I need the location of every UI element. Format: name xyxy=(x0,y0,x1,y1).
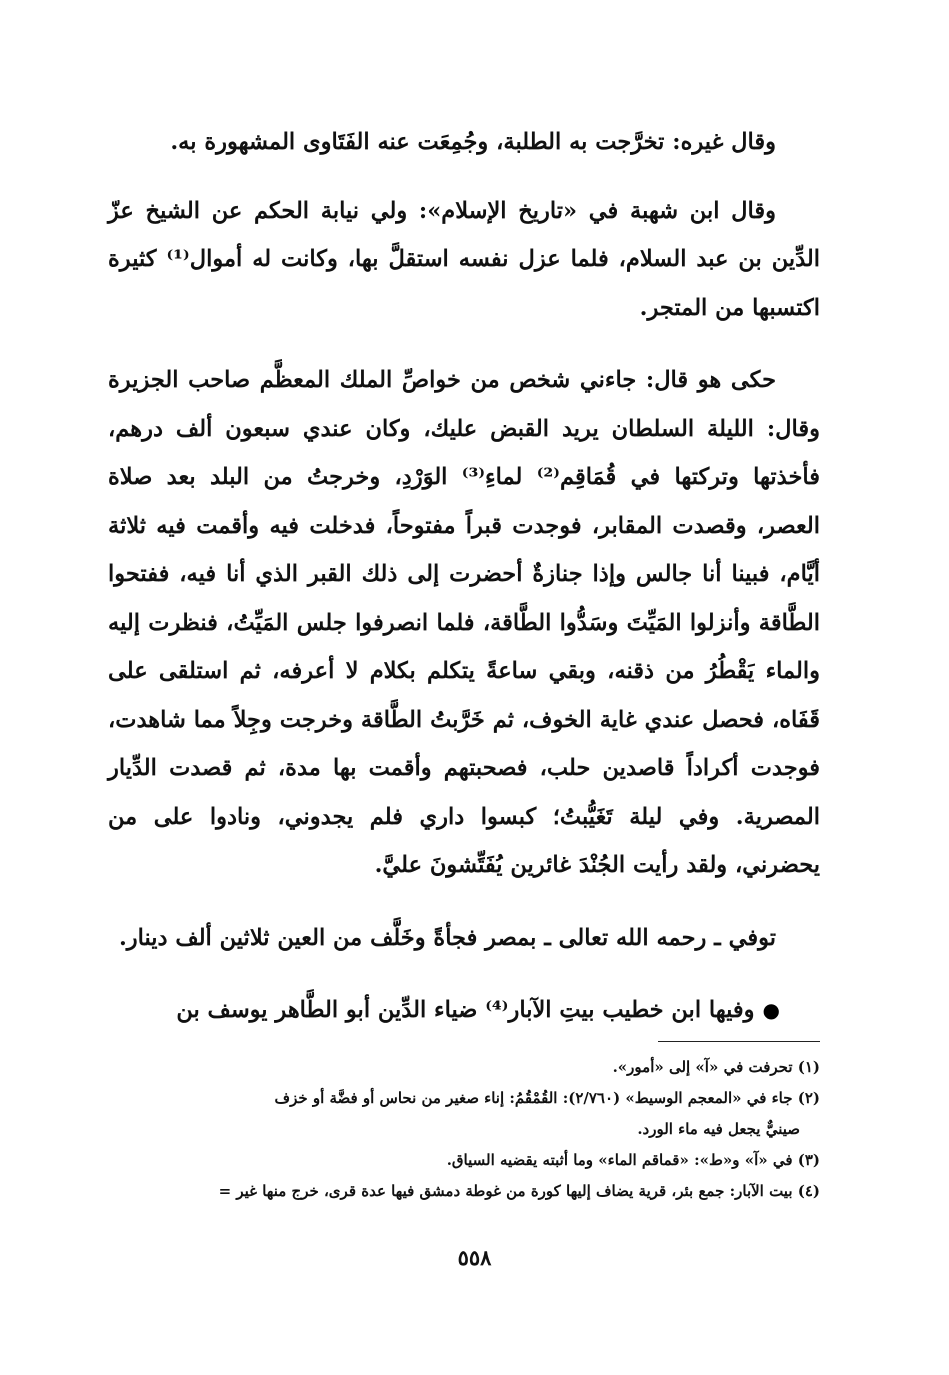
bullet-icon: ● xyxy=(762,998,780,1022)
paragraph-1: وقال غيره: تخرَّجت به الطلبة، وجُمِعَت عنه الفَتَاوى المشهورة به. xyxy=(170,129,776,155)
footnote-1: (١) تحرفت في «آ» إلى «أمور». xyxy=(612,1058,820,1076)
footnote-2: (٢) جاء في «المعجم الوسيط» (٢/٧٦٠): القُمْقُمُ: إناء صغير من نحاس أو فضَّة أو خزف xyxy=(274,1089,820,1107)
paragraph-4: توفي ـ رحمه الله تعالى ـ بمصر فجأةً وخَلَّف من العين ثلاثين ألف دينار. xyxy=(118,924,776,951)
footnote-2-continuation: صينيٌّ يجعل فيه ماء الورد. xyxy=(637,1120,800,1138)
footnotes xyxy=(108,1052,820,1207)
footnote-4: (٤) بيت الآبار: جمع بئر، قرية يضاف إليها كورة من غوطة دمشق فيها عدة قرى، خرج منها غير = xyxy=(218,1182,820,1200)
bullet-paragraph-text: وفيها ابن خطيب بيتِ الآبار⁽⁴⁾ ضياء الدِّين أبو الطَّاهر يوسف بن xyxy=(176,997,755,1023)
footnote-3: (٣) في «آ» و«ط»: «قماقم الماء» وما أثبته يقضيه السياق. xyxy=(446,1151,820,1169)
paragraph-2: وقال ابن شهبة في «تاريخ الإسلام»: ولي نيابة الحكم عن الشيخ عزّ الدِّين بن عبد السلام، فلما عزل نفسه استقلَّ بها، وكانت له أموال⁽¹⁾ كثيرة اكتسبها من المتجر. xyxy=(108,197,821,321)
bullet-paragraph xyxy=(108,986,820,1035)
main-text xyxy=(108,118,820,1035)
footnote-separator xyxy=(658,1041,820,1042)
paragraph-3: حكى هو قال: جاءني شخص من خواصِّ الملك المعظَّم صاحب الجزيرة وقال: الليلة السلطان يريد القبض عليك، وكان عندي سبعون ألف درهم، فأخذتها وتركتها في قُمَاقِم⁽²⁾ لماءِ⁽³⁾ الوَرْدِ، وخرجتُ من البلد بعد صلاة العصر، وقصدت المقابر، فوجدت قبراً مفتوحاً، فدخلت فيه وأقمت فيه ثلاثة أيَّام، فبينا أنا جالس وإذا جنازةٌ أحضرت إلى ذلك القبر الذي أنا فيه، ففتحوا الطَّاقة وأنزلوا المَيِّتَ وسَدُّوا الطَّاقة، فلما انصرفوا جلس المَيِّتُ، فنظرت إليه والماء يَقْطُرُ من ذقنه، وبقي ساعةً يتكلم بكلام لا أعرفه، ثم استلقى على قَفَاه، فحصل عندي غاية الخوف، ثم خَرَّبتُ الطَّاقة وخرجت وجِلاً مما شاهدت، فوجدت أكراداً قاصدين حلب، فصحبتهم وأقمت بها مدة، ثم قصدت الدِّيار المصرية. وفي ليلة تَغَيُّبتُ؛ كبسوا داري فلم يجدوني، ونادوا على من يحضرني، ولقد رأيت الجُنْدَ غائرين يُفَتِّشونَ عليَّ. xyxy=(108,367,820,878)
page-number: ٥٥٨ xyxy=(457,1245,492,1270)
